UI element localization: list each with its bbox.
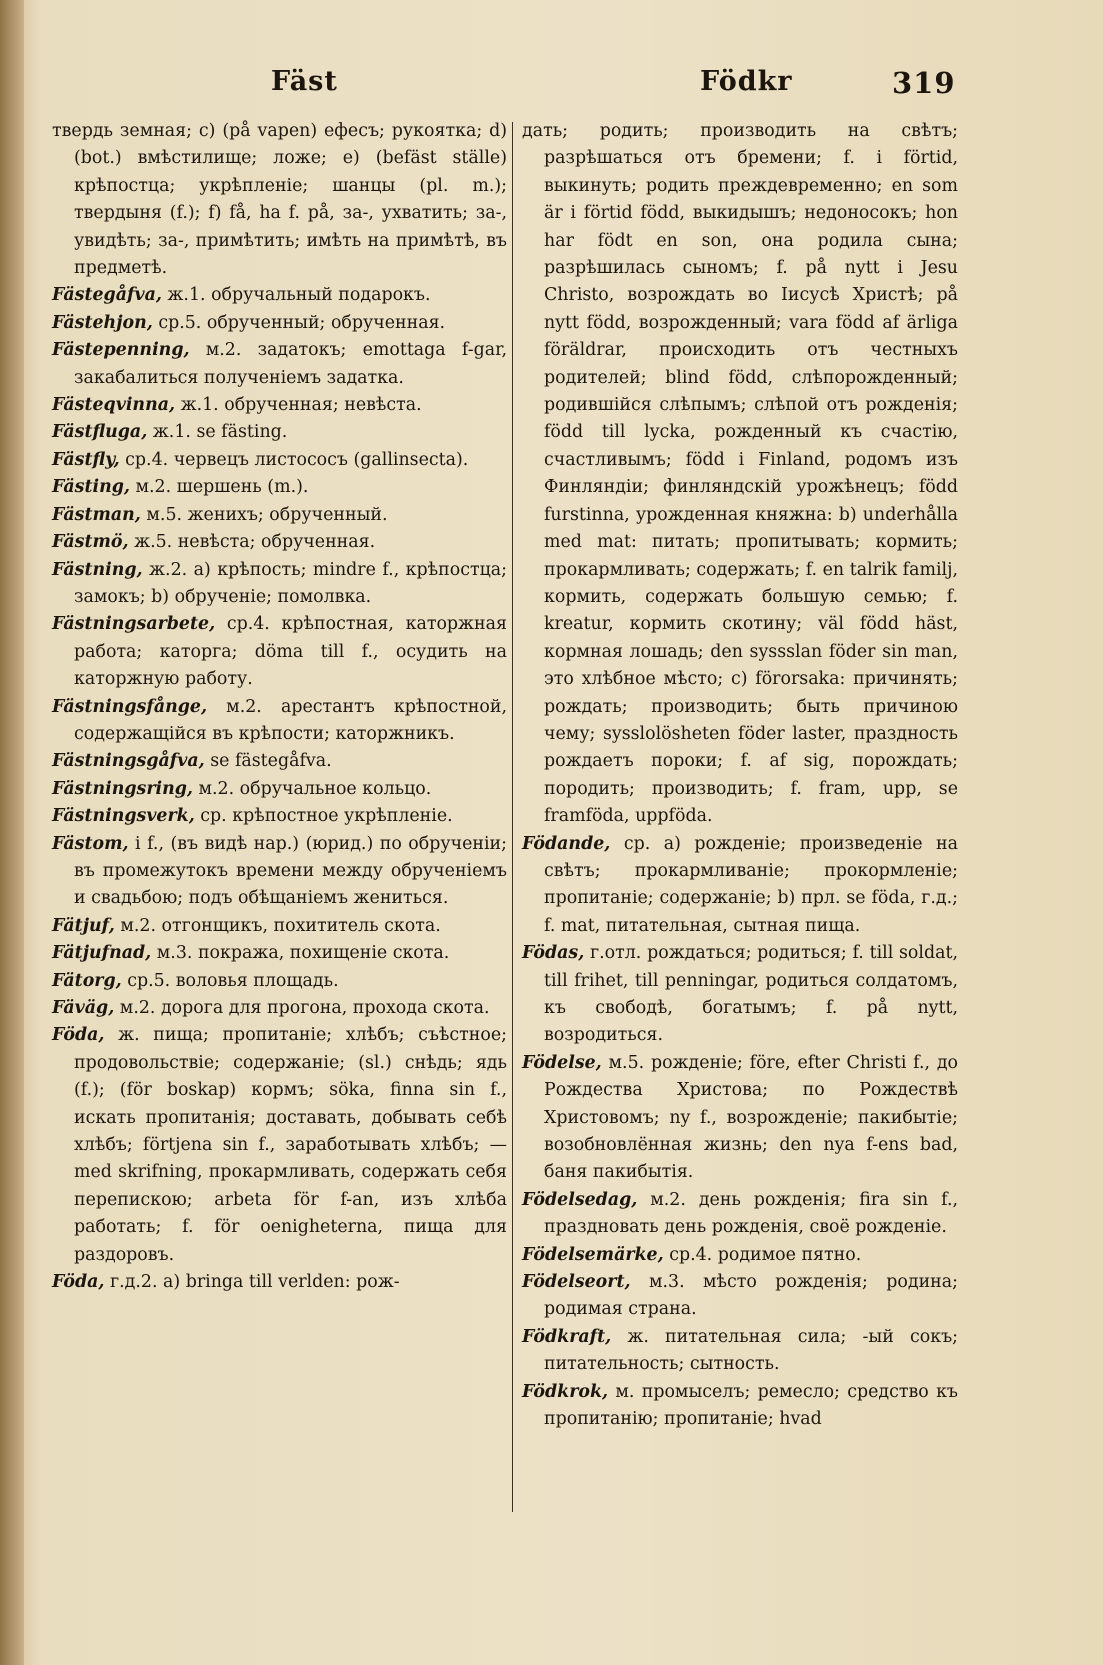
entry-definition: м.2. арестантъ крѣпостной, содержащійся въ крѣпости; каторжникъ.: [74, 696, 507, 744]
entry-headword: Födelsedag,: [522, 1189, 638, 1210]
entry-definition: м. промыселъ; ремесло; средство къ пропитанію; пропитаніе; hvad: [544, 1381, 958, 1430]
entry-headword: Födande,: [522, 833, 611, 854]
entry-headword: Fästeqvinna,: [52, 395, 176, 416]
dictionary-entry: [52, 419, 507, 446]
entry-headword: Fästegåfva,: [52, 285, 162, 306]
entry-definition: м.2. отгонщикъ, похититель скота.: [114, 915, 441, 936]
entry-definition: ж. пища; пропитаніе; хлѣбъ; съѣстное; продовольствіе; содержаніе; (sl.) снѣдь; ядь (f.); (för boskap) кормъ; söka, finna sin f., искать пропитанія; доставать, добывать себѣ хлѣбъ; förtjena sin f., заработывать хлѣбъ; — med skrifning, прокармливать, содержать себя перепискою; arbeta för f-an, изъ хлѣба работать; f. för oenigheterna, пища для раздоровъ.: [74, 1025, 507, 1265]
entry-headword: Fäväg,: [52, 998, 115, 1018]
dictionary-entry: [52, 694, 507, 749]
dictionary-entry: [52, 748, 507, 775]
entry-headword: Födkraft,: [522, 1326, 612, 1347]
entry-definition: м.3. покража, похищеніе скота.: [151, 943, 450, 964]
entry-definition: ср.4. червецъ листососъ (gallinsecta).: [119, 449, 469, 470]
entry-headword: Födelsemärke,: [522, 1244, 664, 1265]
entry-definition: ж.1. обрученная; невѣста.: [175, 395, 422, 416]
dictionary-entry: [522, 940, 958, 1050]
entry-definition: м.5. женихъ; обрученный.: [140, 504, 388, 525]
entry-definition: i f., (въ видѣ нар.) (юрид.) по обрученіи; въ промежутокъ времени между обрученіемъ и свадьбою; подъ обѣщаніемъ жениться.: [74, 833, 507, 909]
entry-headword: Fätjuf,: [52, 915, 115, 936]
entry-definition: г.д.2. a) bringa till verlden: рож-: [104, 1272, 400, 1293]
entry-definition: м.3. мѣсто рожденія; родина; родимая страна.: [544, 1272, 958, 1320]
dictionary-entry: [522, 1187, 958, 1242]
dictionary-entry: [52, 1022, 507, 1269]
entry-definition: м.2. дорога для прогона, прохода скота.: [114, 998, 490, 1018]
dictionary-entry: [522, 831, 958, 941]
entry-definition: м.5. рожденіе; före, efter Christi f., до Рождества Христова; по Рождествѣ Христовомъ; ny f., возрожденіе; пакибытіе; возобновлённая жизнь; den nya f-ens bad, баня пакибытія.: [544, 1052, 958, 1183]
entry-headword: Fästning,: [52, 559, 143, 580]
dictionary-entry: [52, 940, 507, 967]
entry-definition: твердь земная; c) (på vapen) ефесъ; рукоятка; d) (bot.) вмѣстилище; ложе; e) (befäst ställe) крѣпостца; укрѣпленіе; шанцы (pl. m.); твердыня (f.); f) få, ha f. på, за-, ухватить; за-, увидѣть; за-, примѣтить; имѣть на примѣтѣ, въ предметѣ.: [52, 121, 507, 279]
dictionary-entry: [522, 118, 958, 831]
entry-headword: Födelse,: [522, 1052, 602, 1073]
entry-headword: Fätjufnad,: [52, 943, 152, 964]
dictionary-entry: [52, 803, 507, 830]
dictionary-entry: [52, 968, 507, 995]
dictionary-entry: [52, 913, 507, 940]
entry-definition: ж. питательная сила; -ый сокъ; питательность; сытность.: [544, 1326, 958, 1375]
entry-headword: Fästman,: [52, 504, 141, 525]
dictionary-entry: [522, 1324, 958, 1379]
header-right-guide-word: Födkr: [700, 66, 793, 97]
entry-definition: ж.5. невѣста; обрученная.: [128, 532, 376, 553]
left-column: [52, 118, 507, 1296]
column-divider: [512, 122, 513, 1512]
entry-headword: Fästom,: [52, 833, 129, 854]
dictionary-entry: [52, 282, 507, 309]
entry-definition: ср.5. обрученный; обрученная.: [152, 312, 446, 333]
entry-headword: Fästehjon,: [52, 312, 153, 333]
entry-headword: Födkrok,: [522, 1381, 609, 1402]
entry-definition: ср.4. крѣпостная, каторжная работа; каторга; döma till f., осудить на каторжную работу.: [74, 614, 507, 690]
entry-headword: Fästfluga,: [52, 422, 148, 443]
entry-definition: м.2. задатокъ; emottaga f-gar, закабалиться полученіемъ задатка.: [74, 340, 507, 388]
entry-headword: Fästningsring,: [52, 778, 193, 799]
dictionary-entry: [522, 1242, 958, 1269]
entry-headword: Fästmö,: [52, 532, 129, 553]
dictionary-entry: [52, 776, 507, 803]
entry-definition: г.отл. рождаться; родиться; f. till soldat, till frihet, till penningar, родиться солдатомъ, къ свободѣ, богатымъ; f. på nytt, возродиться.: [544, 943, 958, 1046]
entry-definition: ж.1. обручальный подарокъ.: [161, 285, 431, 306]
entry-headword: Fästing,: [52, 477, 130, 498]
entry-headword: Föda,: [52, 1272, 105, 1293]
entry-headword: Fätorg,: [52, 970, 122, 991]
entry-definition: ср. a) рожденіе; произведеніе на свѣтъ; прокармливаніе; прокормленіе; пропитаніе; содержаніе; b) прл. se föda, г.д.; f. mat, питательная, сытная пища.: [544, 833, 958, 936]
dictionary-entry: [52, 310, 507, 337]
entry-headword: Födelseort,: [522, 1272, 631, 1293]
dictionary-entry: [52, 447, 507, 474]
entry-definition: м.2. шершень (m.).: [129, 477, 309, 498]
entry-definition: ж.2. a) крѣпость; mindre f., крѣпостца; замокъ; b) обрученіе; помолвка.: [74, 559, 507, 607]
entry-headword: Födas,: [522, 943, 585, 964]
dictionary-entry: [52, 1269, 507, 1296]
page-header: [0, 66, 1103, 106]
entry-headword: Fästningsarbete,: [52, 614, 216, 635]
dictionary-entry: [52, 557, 507, 612]
entry-headword: Fästningsverk,: [52, 806, 195, 827]
header-left-guide-word: Fäst: [271, 66, 338, 97]
entry-definition: м.2. день рожденія; fira sin f., праздновать день рожденія, своё рожденіе.: [544, 1189, 958, 1238]
page-binding-edge: [0, 0, 24, 1665]
dictionary-entry: [52, 474, 507, 501]
entry-headword: Fästningsfånge,: [52, 696, 208, 717]
entry-definition: ж.1. se fästing.: [147, 422, 288, 443]
dictionary-entry: [522, 1050, 958, 1187]
dictionary-entry: [52, 392, 507, 419]
entry-headword: Fästepenning,: [52, 340, 190, 361]
dictionary-entry: [52, 831, 507, 913]
entry-definition: м.2. обручальное кольцо.: [192, 778, 432, 799]
page-number: 319: [892, 66, 956, 100]
dictionary-entry: [52, 118, 507, 282]
dictionary-entry: [52, 995, 507, 1022]
dictionary-entry: [52, 611, 507, 693]
entry-headword: Fästningsgåfva,: [52, 751, 205, 772]
entry-definition: ср.5. воловья площадь.: [121, 970, 339, 991]
entry-definition: ср. крѣпостное укрѣпленіе.: [194, 806, 453, 827]
entry-headword: Fästfly,: [52, 449, 120, 470]
dictionary-entry: [52, 529, 507, 556]
entry-definition: дать; родить; производить на свѣтъ; разрѣшаться отъ бремени; f. i förtid, выкинуть; родить преждевременно; en som är i förtid född, выкидышъ; недоносокъ; hon har födt en son, она родила сына; разрѣшилась сыномъ; f. på nytt i Jesu Christo, возрождать во Іисусѣ Христѣ; på nytt född, возрожденный; vara född af ärliga föräldrar, происходить отъ честныхъ родителей; blind född, слѣпорожденный; родившійся слѣпымъ; слѣпой отъ рожденія; född till lycka, рожденный къ счастію, счастливымъ; född i Finland, родомъ изъ Финляндіи; финляндскій урожѣнецъ; född furstinna, урожденная княжна: b) underhålla med mat: питать; пропитывать; кормить; прокармливать; содержать; f. en talrik familj, кормить, содержать большую семью; f. kreatur, кормить скотину; väl född häst, кормная лошадь; den syssslan föder sin man, это хлѣбное мѣсто; c) förorsaka: причинять; рождать; производить; быть причиною чему; sysslolösheten föder laster, праздность рождаетъ пороки; f. af sig, порождать; породить; производить; f. fram, upp, se framföda, uppföda.: [522, 121, 958, 827]
right-column: [522, 118, 958, 1434]
entry-definition: se fästegåfva.: [204, 751, 332, 772]
dictionary-entry: [522, 1379, 958, 1434]
entry-headword: Föda,: [52, 1025, 105, 1046]
dictionary-entry: [52, 502, 507, 529]
entry-definition: ср.4. родимое пятно.: [663, 1244, 862, 1265]
dictionary-entry: [52, 337, 507, 392]
dictionary-entry: [522, 1269, 958, 1324]
